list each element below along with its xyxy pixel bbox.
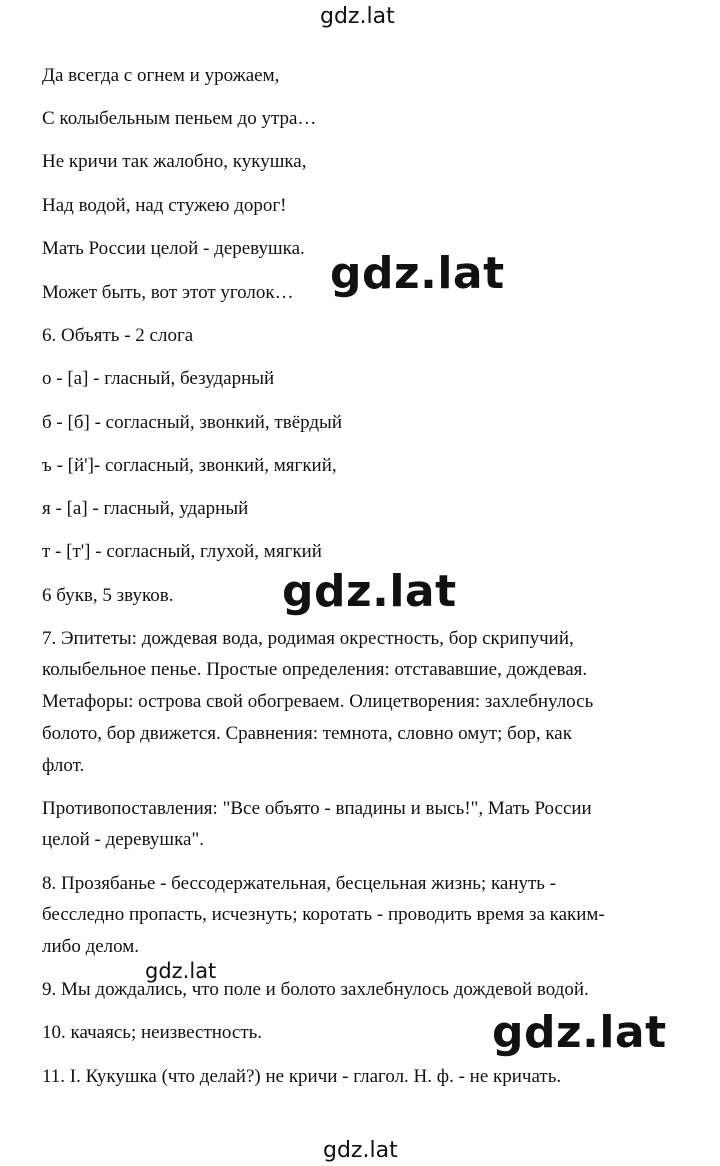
watermark-large: gdz.lat — [492, 1007, 667, 1058]
text-line: о - [а] - гласный, безударный — [42, 368, 275, 389]
watermark-small: gdz.lat — [145, 959, 217, 983]
text-line: колыбельное пенье. Простые определения: отстававшие, дождевая. — [42, 659, 588, 680]
watermark-large: gdz.lat — [330, 248, 505, 299]
text-line: С колыбельным пеньем до утра… — [42, 108, 317, 129]
watermark-top: gdz.lat — [320, 4, 395, 29]
text-line: т - [т'] - согласный, глухой, мягкий — [42, 541, 322, 562]
text-line: 9. Мы дождались, что поле и болото захлебнулось дождевой водой. — [42, 979, 589, 1000]
text-line: 11. I. Кукушка (что делай?) не кричи - глагол. Н. ф. - не кричать. — [42, 1066, 562, 1087]
text-line: 6. Объять - 2 слога — [42, 325, 194, 346]
text-line: Противопоставления: "Все объято - впадины и высь!", Мать России — [42, 798, 592, 819]
text-line: я - [а] - гласный, ударный — [42, 498, 249, 519]
text-line: либо делом. — [42, 936, 140, 957]
text-line: 8. Прозябанье - бессодержательная, бесцельная жизнь; кануть - — [42, 873, 557, 894]
watermark-bottom: gdz.lat — [323, 1138, 398, 1163]
text-line: Мать России целой - деревушка. — [42, 238, 305, 259]
text-line: болото, бор движется. Сравнения: темнота, словно омут; бор, как — [42, 723, 572, 744]
text-line: ъ - [й']- согласный, звонкий, мягкий, — [42, 455, 337, 476]
text-line: Может быть, вот этот уголок… — [42, 282, 294, 303]
text-line: б - [б] - согласный, звонкий, твёрдый — [42, 412, 342, 433]
text-line: 10. качаясь; неизвестность. — [42, 1022, 263, 1043]
text-line: Метафоры: острова свой обогреваем. Олицетворения: захлебнулось — [42, 691, 594, 712]
text-line: целой - деревушка". — [42, 829, 204, 850]
text-line: Не кричи так жалобно, кукушка, — [42, 151, 307, 172]
text-line: Над водой, над стужею дорог! — [42, 195, 287, 216]
text-line: 7. Эпитеты: дождевая вода, родимая окрестность, бор скрипучий, — [42, 628, 574, 649]
text-line: Да всегда с огнем и урожаем, — [42, 65, 280, 86]
text-line: бесследно пропасть, исчезнуть; коротать - проводить время за каким- — [42, 904, 605, 925]
text-line: флот. — [42, 755, 85, 776]
watermark-large: gdz.lat — [282, 566, 457, 617]
text-line: 6 букв, 5 звуков. — [42, 585, 174, 606]
